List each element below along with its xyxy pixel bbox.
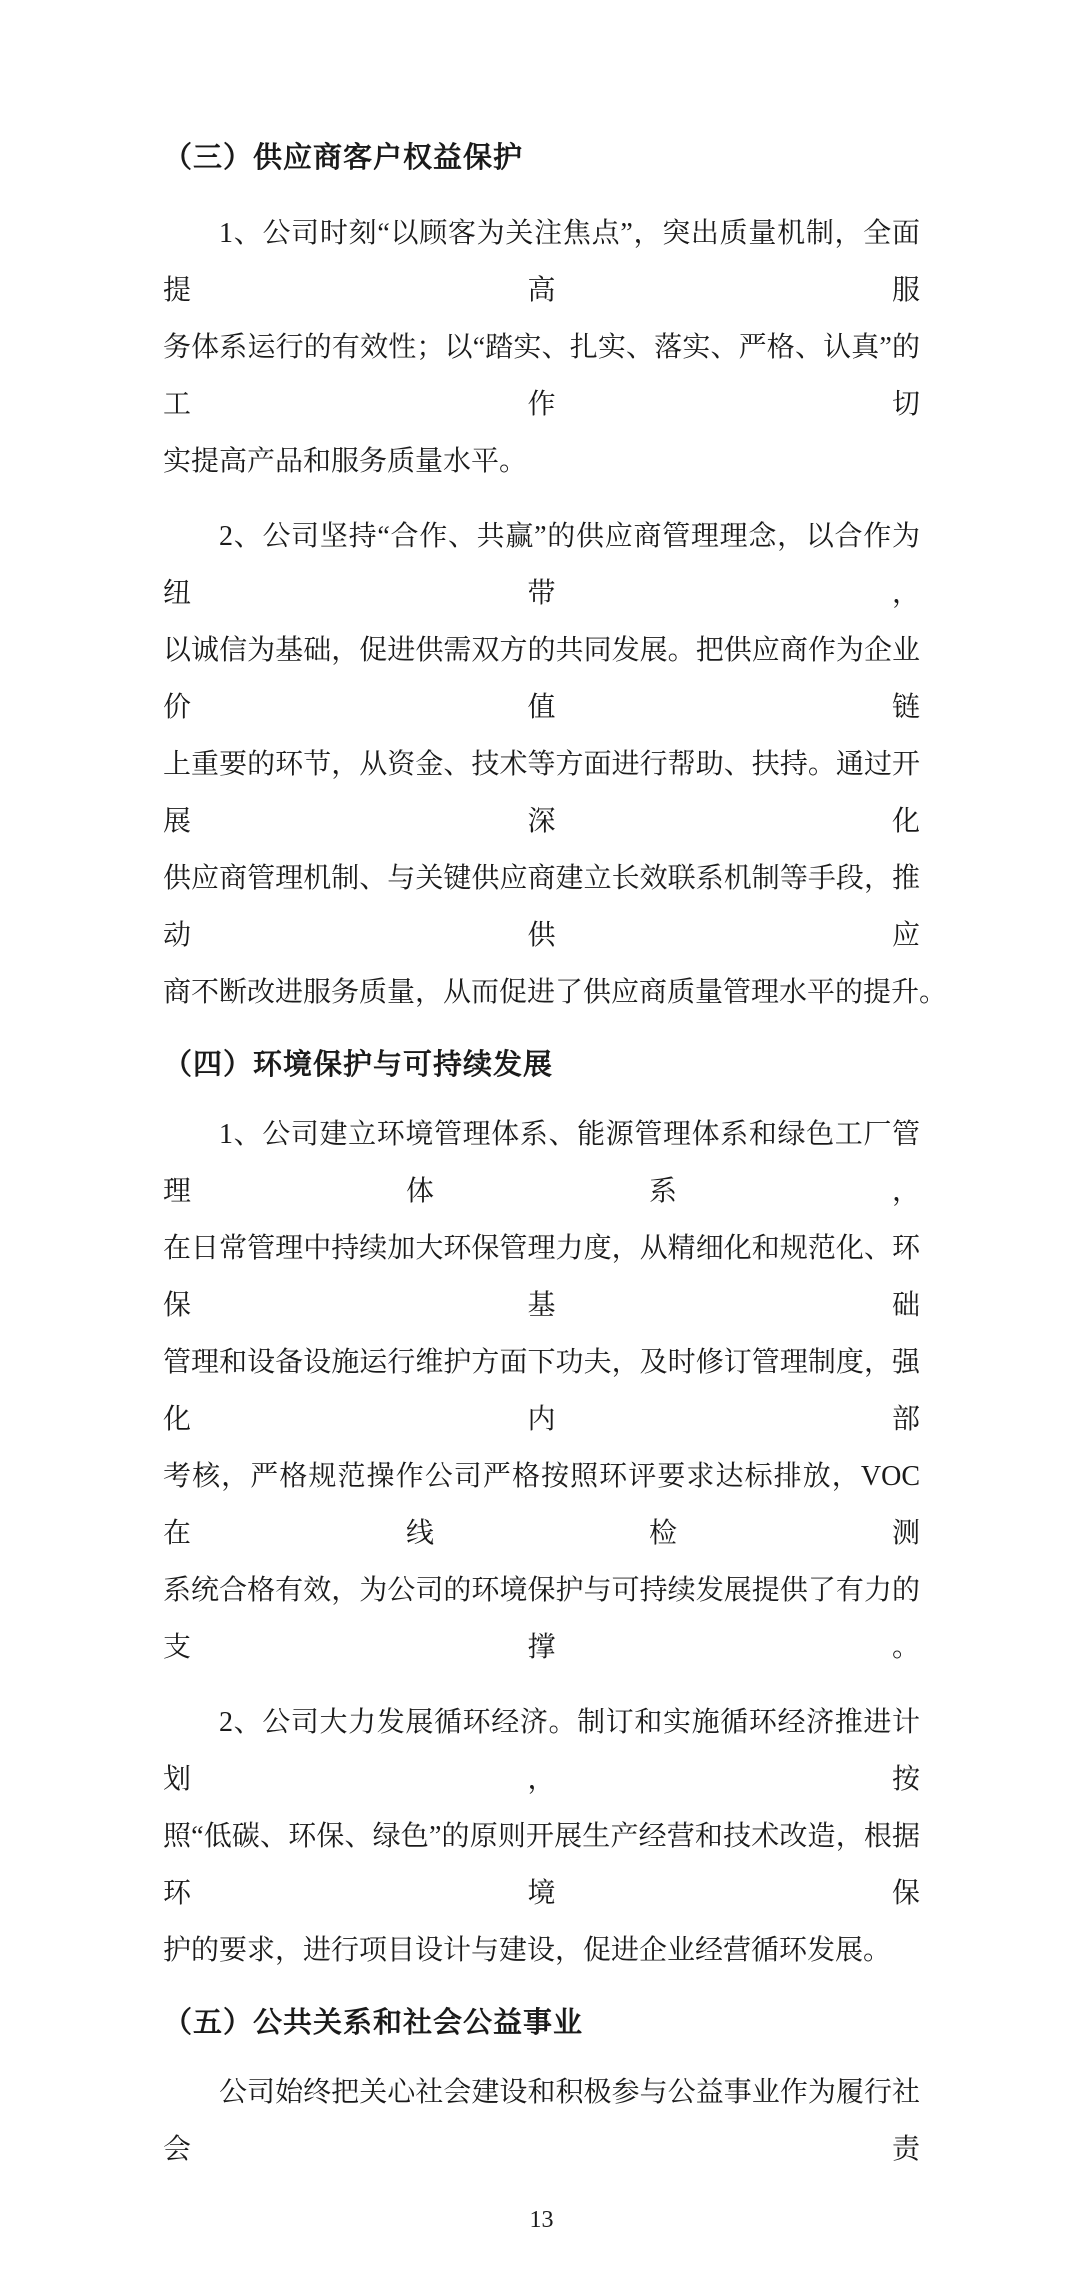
paragraph [163,205,920,490]
text-line: 1、公司建立环境管理体系、能源管理体系和绿色工厂管理体系， [163,1119,920,1207]
text-line: 上重要的环节，从资金、技术等方面进行帮助、扶持。通过开展深化 [163,749,920,837]
text-line: 商不断改进服务质量，从而促进了供应商质量管理水平的提升。 [163,977,948,1008]
text-line: 1、公司时刻“以顾客为关注焦点”，突出质量机制，全面提高服 [163,218,920,306]
text-line: 实提高产品和服务质量水平。 [163,446,528,477]
document-content [163,130,948,2240]
text-line: 2、公司坚持“合作、共赢”的供应商管理理念，以合作为纽带， [163,521,920,609]
text-line: 照“低碳、环保、绿色”的原则开展生产经营和技术改造，根据环境保 [163,1821,920,1909]
text-line: 供应商管理机制、与关键供应商建立长效联系机制等手段，推动供应 [163,863,920,951]
paragraph [163,1106,920,1676]
paragraph [163,2064,920,2178]
heading-environment-sustainability: （四）环境保护与可持续发展 [163,1049,554,1081]
heading-public-relations-welfare: （五）公共关系和社会公益事业 [163,2007,584,2039]
text-line: 护的要求，进行项目设计与建设，促进企业经营循环发展。 [163,1935,892,1966]
page-number: 13 [529,2207,554,2233]
heading-supplier-customer-rights: （三）供应商客户权益保护 [163,142,524,174]
text-line: 2、公司大力发展循环经济。制订和实施循环经济推进计划，按 [163,1707,920,1795]
paragraph [163,508,948,1021]
paragraph [163,1694,920,1979]
text-line: 公司始终把关心社会建设和积极参与公益事业作为履行社会责 [163,2077,920,2165]
text-line: 以诚信为基础，促进供需双方的共同发展。把供应商作为企业价值链 [163,635,920,723]
text-line: 系统合格有效，为公司的环境保护与可持续发展提供了有力的支撑。 [163,1575,920,1663]
text-line: 考核，严格规范操作公司严格按照环评要求达标排放，VOC在线检测 [163,1461,920,1549]
text-line: 务体系运行的有效性；以“踏实、扎实、落实、严格、认真”的工作切 [163,332,920,420]
text-line: 管理和设备设施运行维护方面下功夫，及时修订管理制度，强化内部 [163,1347,920,1435]
text-line: 在日常管理中持续加大环保管理力度，从精细化和规范化、环保基础 [163,1233,920,1321]
